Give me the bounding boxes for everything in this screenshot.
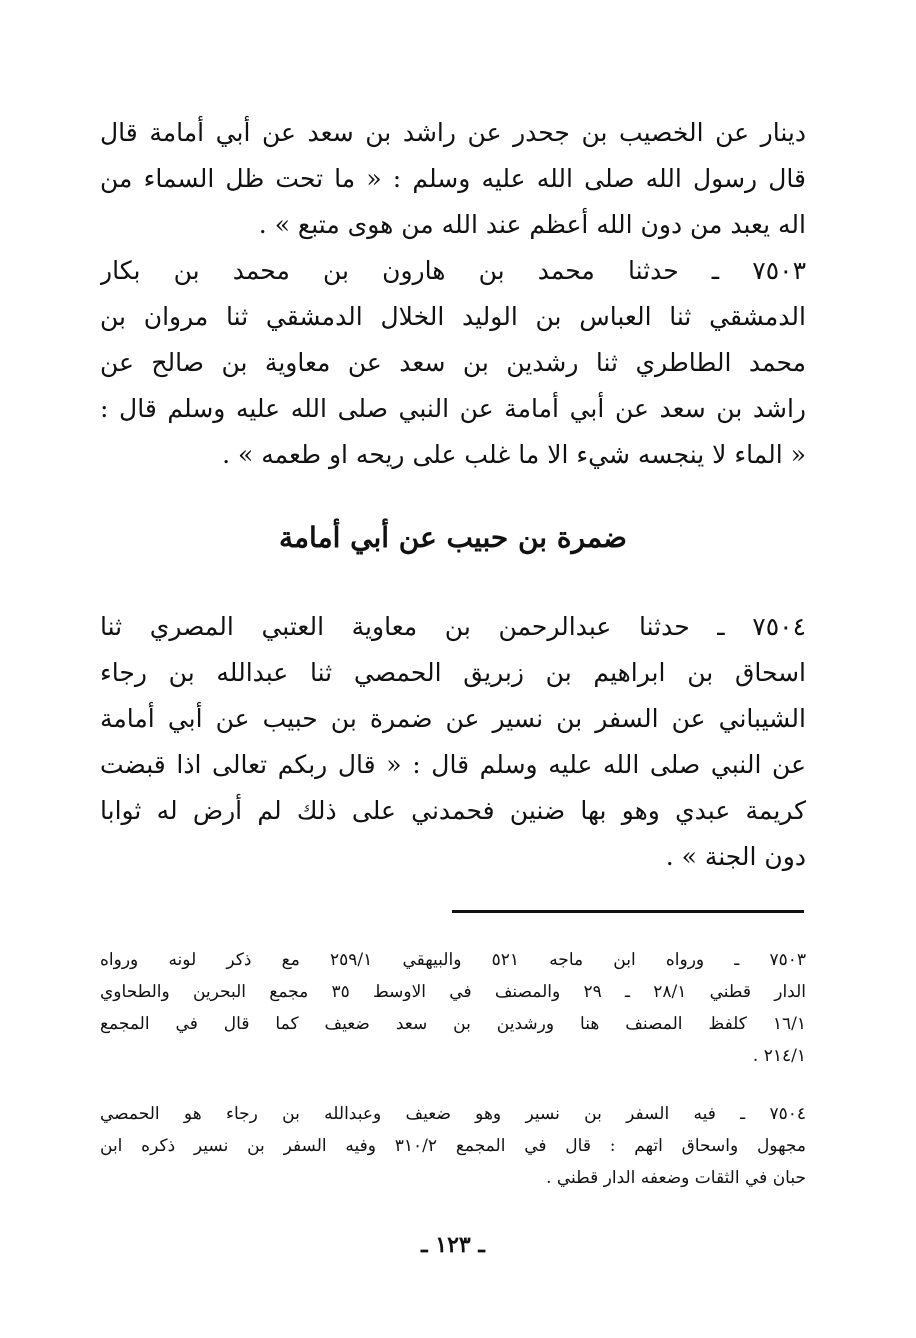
paragraph-continuation bbox=[100, 110, 806, 248]
hadith-7503 bbox=[100, 248, 806, 478]
footnote-7504 bbox=[100, 1098, 806, 1194]
text-line: محمد الطاطري ثنا رشدين بن سعد عن معاوية بن صالح عن bbox=[100, 348, 806, 377]
text-line: الدمشقي ثنا العباس بن الوليد الخلال الدمشقي ثنا مروان بن bbox=[100, 302, 806, 331]
text-line: الشيباني عن السفر بن نسير عن ضمرة بن حبيب عن أبي أمامة bbox=[100, 704, 806, 733]
footnote-line: مجهول واسحاق اتهم : قال في المجمع ٣١٠/٢ وفيه السفر بن نسير ذكره ابن bbox=[100, 1136, 806, 1156]
footnote-line: ٧٥٠٣ ـ ورواه ابن ماجه ٥٢١ والبيهقي ٢٥٩/١ مع ذكر لونه ورواه bbox=[100, 950, 806, 970]
page-number: ـ ١٢٣ ـ bbox=[421, 1232, 485, 1258]
hadith-7504 bbox=[100, 604, 806, 880]
text-line: راشد بن سعد عن أبي أمامة عن النبي صلى الله عليه وسلم قال : bbox=[100, 394, 806, 423]
footnote-line: حبان في الثقات وضعفه الدار قطني . bbox=[546, 1168, 806, 1188]
text-line: اسحاق بن ابراهيم بن زبريق الحمصي ثنا عبدالله بن رجاء bbox=[100, 658, 806, 687]
text-line: ٧٥٠٣ ـ حدثنا محمد بن هارون بن محمد بن بكار bbox=[100, 256, 806, 285]
section-heading: ضمرة بن حبيب عن أبي أمامة bbox=[279, 521, 627, 554]
text-line: « الماء لا ينجسه شيء الا ما غلب على ريحه او طعمه » . bbox=[222, 440, 806, 469]
text-line: ٧٥٠٤ ـ حدثنا عبدالرحمن بن معاوية العتبي المصري ثنا bbox=[100, 612, 806, 641]
footnote-line: ١٦/١ كلفظ المصنف هنا ورشدين بن سعد ضعيف كما قال في المجمع bbox=[100, 1014, 806, 1034]
text-line: عن النبي صلى الله عليه وسلم قال : « قال ربكم تعالى اذا قبضت bbox=[100, 750, 806, 779]
footnote-line: ٢١٤/١ . bbox=[752, 1046, 806, 1066]
footnote-line: الدار قطني ٢٨/١ ـ ٢٩ والمصنف في الاوسط ٣٥ مجمع البحرين والطحاوي bbox=[100, 982, 806, 1002]
text-line: قال رسول الله صلى الله عليه وسلم : « ما تحت ظل السماء من bbox=[100, 164, 806, 193]
footnote-line: ٧٥٠٤ ـ فيه السفر بن نسير وهو ضعيف وعبدالله بن رجاء هو الحمصي bbox=[100, 1104, 806, 1124]
text-line: اله يعبد من دون الله أعظم عند الله من هوى متبع » . bbox=[258, 210, 806, 239]
text-line: دينار عن الخصيب بن جحدر عن راشد بن سعد عن أبي أمامة قال bbox=[100, 118, 806, 147]
footnote-divider bbox=[452, 910, 804, 913]
text-line: كريمة عبدي وهو بها ضنين فحمدني على ذلك لم أرض له ثوابا bbox=[100, 796, 806, 825]
footnote-7503 bbox=[100, 944, 806, 1072]
text-line: دون الجنة » . bbox=[665, 842, 806, 871]
